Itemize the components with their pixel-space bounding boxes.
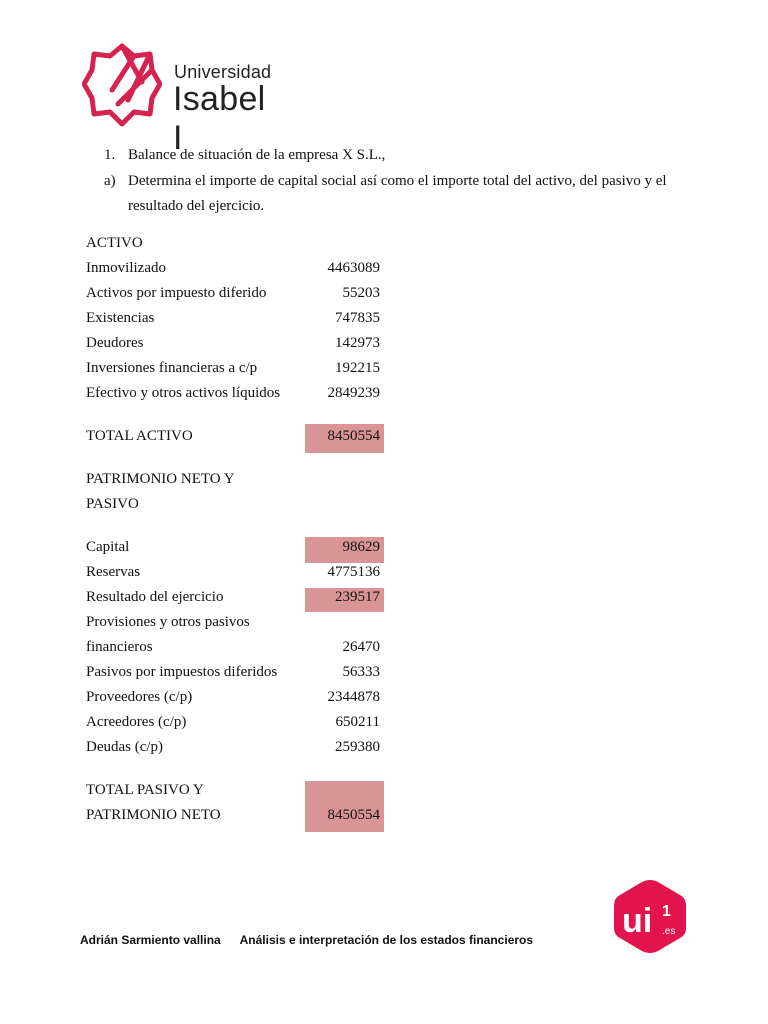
pasivo-heading-line1: PATRIMONIO NETO Y [86, 471, 235, 487]
item-text-line1: Determina el importe de capital social así como el importe total del activo, del pasivo y el [128, 173, 667, 189]
ui1-text: ui [622, 902, 653, 940]
activo-row: Deudores 142973 [86, 335, 380, 351]
ui1-badge [612, 878, 688, 954]
footer-subject: Análisis e interpretación de los estados financieros [239, 933, 534, 947]
total-pasivo-value: 8450554 [327, 807, 380, 823]
item-letter: a) [104, 173, 116, 189]
activo-row: Inversiones financieras a c/p 192215 [86, 360, 380, 376]
ui1-hexagon-icon [612, 878, 688, 954]
brand-university: Universidad [174, 62, 272, 82]
pasivo-row: Resultado del ejercicio 239517 [86, 585, 386, 609]
item-text: Balance de situación de la empresa X S.L., [128, 147, 386, 163]
activo-heading: ACTIVO [86, 235, 143, 251]
activo-row: Efectivo y otros activos líquidos 2849239 [86, 385, 380, 401]
isabel-star-icon [82, 42, 162, 128]
total-pasivo-row-line2: PATRIMONIO NETO 8450554 [86, 803, 386, 827]
pasivo-row: financieros 26470 [86, 639, 380, 655]
brand-isabel: Isabel I [173, 80, 266, 157]
page-footer [80, 933, 549, 947]
item-text-line2: resultado del ejercicio. [128, 198, 265, 214]
pasivo-row: Proveedores (c/p) 2344878 [86, 689, 380, 705]
pasivo-heading-line2: PASIVO [86, 496, 139, 512]
capital-value: 98629 [342, 539, 380, 555]
total-activo-value: 8450554 [327, 428, 380, 444]
pasivo-row: Reservas 4775136 [86, 564, 380, 580]
pasivo-row: Acreedores (c/p) 650211 [86, 714, 380, 730]
ui1-domain: .es [662, 926, 676, 937]
pasivo-row: Capital 98629 [86, 535, 386, 559]
resultado-value: 239517 [335, 589, 380, 605]
total-activo-row: TOTAL ACTIVO 8450554 [86, 424, 386, 448]
pasivo-row: Provisiones y otros pasivos [86, 614, 250, 630]
ui1-superscript: 1 [662, 903, 671, 920]
footer-author: Adrián Sarmiento vallina [80, 933, 221, 947]
university-logo [82, 42, 282, 157]
pasivo-row: Pasivos por impuestos diferidos 56333 [86, 664, 380, 680]
item-number: 1. [104, 147, 116, 163]
activo-row: Inmovilizado 4463089 [86, 260, 380, 276]
pasivo-row: Deudas (c/p) 259380 [86, 739, 380, 755]
activo-row: Existencias 747835 [86, 310, 380, 326]
total-pasivo-row-line1: TOTAL PASIVO Y [86, 782, 204, 798]
activo-row: Activos por impuesto diferido 55203 [86, 285, 380, 301]
